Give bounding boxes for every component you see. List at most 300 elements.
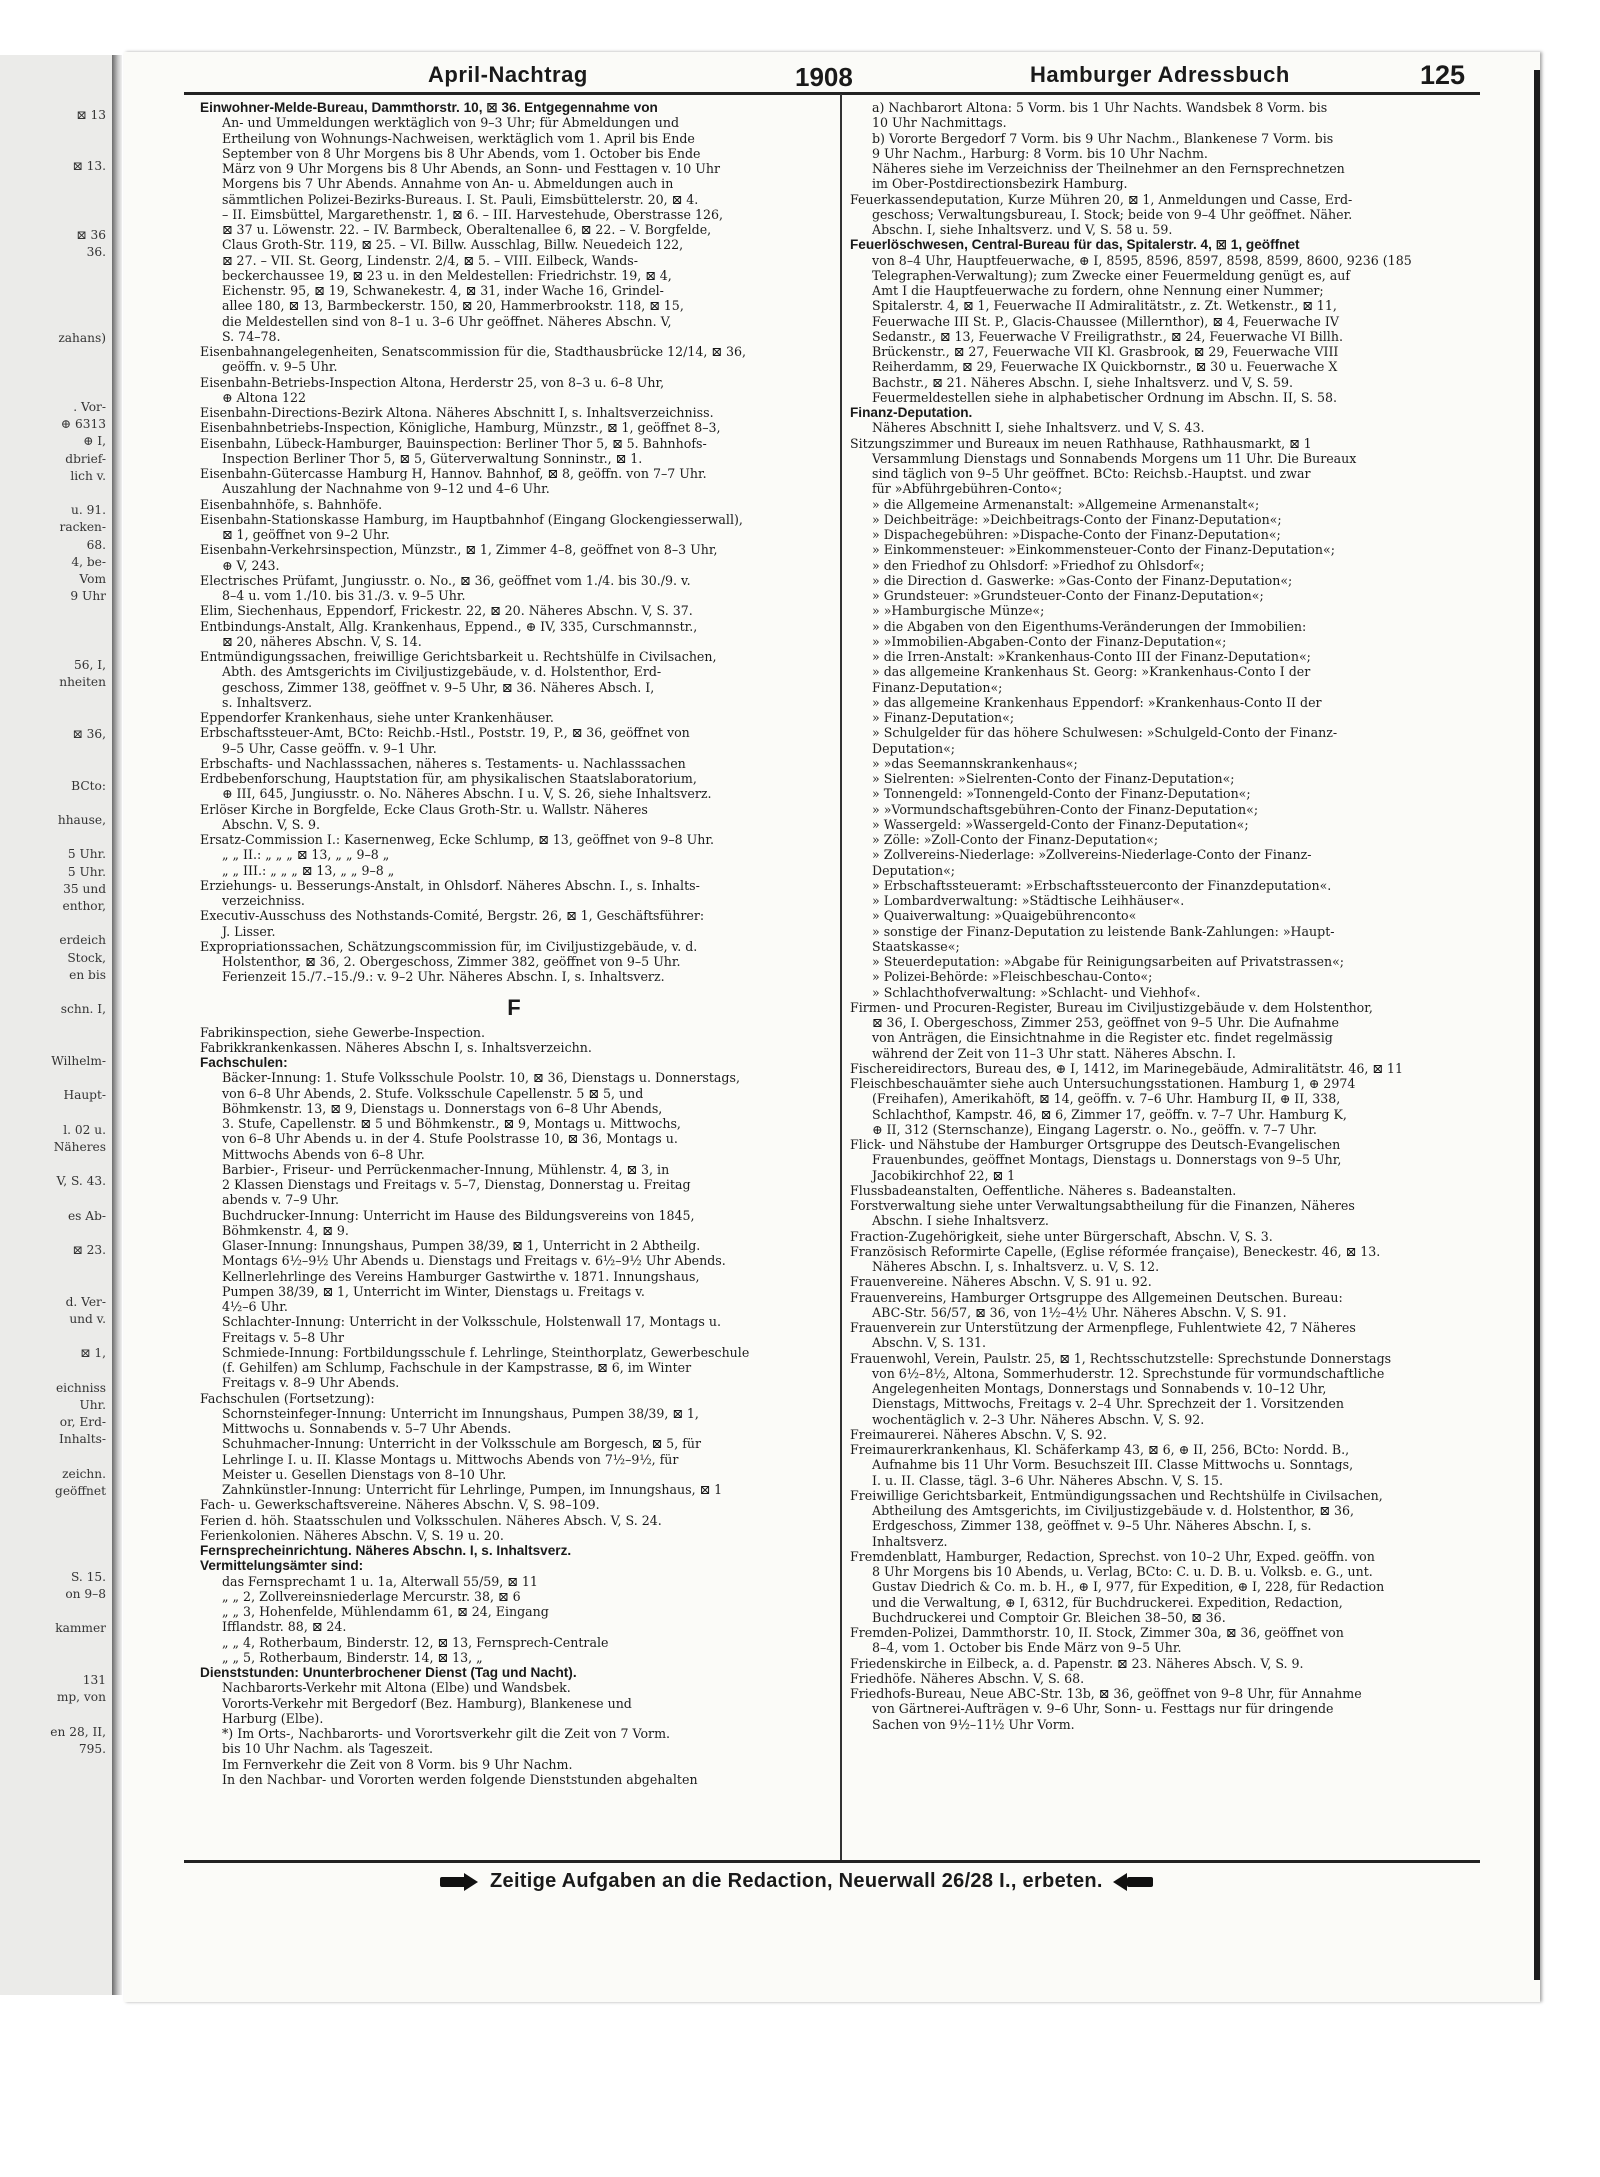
entry-line: Ifflandstr. 88, ⊠ 24. xyxy=(222,1619,347,1635)
footer-rule xyxy=(184,1860,1480,1863)
entry-line: Frauenvereins, Hamburger Ortsgruppe des Allgemeinen Deutschen. Bureau: xyxy=(850,1289,1343,1305)
entry-line: Feuerkassendeputation, Kurze Mühren 20, ⊠ 1, Anmeldungen und Casse, Erd- xyxy=(850,191,1353,207)
previous-page-gutter xyxy=(0,55,112,1995)
gutter-line: 131 xyxy=(82,1673,106,1688)
entry-line: » die Abgaben von den Eigenthums-Veränderungen der Immobilien: xyxy=(872,618,1307,634)
entry-line: Inhaltsverz. xyxy=(872,1533,948,1549)
gutter-line xyxy=(0,1104,112,1121)
entry-line: von 8–4 Uhr, Hauptfeuerwache, ⊕ I, 8595, 8596, 8597, 8598, 8599, 8600, 9236 (185 xyxy=(872,252,1412,268)
pointing-hand-icon xyxy=(440,1873,480,1891)
entry-line: Harburg (Elbe). xyxy=(222,1710,324,1726)
gutter-line: lich v. xyxy=(70,468,106,483)
entry-line: » »Immobilien-Abgaben-Conto der Finanz-Deputation«; xyxy=(872,633,1227,649)
entry-line: Frauenvereine. Näheres Abschn. V, S. 91 u. 92. xyxy=(850,1274,1152,1290)
gutter-line: ⊠ 36 xyxy=(76,228,106,243)
entry-line: ⊕ V, 243. xyxy=(222,557,280,573)
entry-line: Brückenstr., ⊠ 27, Feuerwache VII Kl. Grasbrook, ⊠ 29, Feuerwache VIII xyxy=(872,344,1339,359)
gutter-line xyxy=(0,261,112,278)
entry-line: Eisenbahn, Lübeck-Hamburger, Bauinspection: Berliner Thor 5, ⊠ 5. Bahnhofs- xyxy=(200,435,707,451)
entry-line: Näheres Abschnitt I, siehe Inhaltsverz. und V, S. 43. xyxy=(872,420,1205,436)
entry-line: „ „ 3, Hohenfelde, Mühlendamm 61, ⊠ 24, Eingang xyxy=(222,1604,549,1619)
entry-line: » das allgemeine Krankenhaus Eppendorf: »Krankenhaus-Conto II der xyxy=(872,694,1322,710)
entry-line: Ferienkolonien. Näheres Abschn. V, S. 19 u. 20. xyxy=(200,1527,504,1543)
entry-line: » das allgemeine Krankenhaus St. Georg: »Krankenhaus-Conto I der xyxy=(872,664,1311,680)
entry-line: » sonstige der Finanz-Deputation zu leistende Bank-Zahlungen: »Haupt- xyxy=(872,923,1335,939)
page-edge-shadow xyxy=(1534,70,1540,1980)
entry-line: Auszahlung der Nachnahme von 9–12 und 4–6 Uhr. xyxy=(222,481,550,497)
entry-line: Abschn. V, S. 9. xyxy=(222,816,320,832)
entry-line: Friedhofs-Bureau, Neue ABC-Str. 13b, ⊠ 36, geöffnet von 9–8 Uhr, für Annahme xyxy=(850,1686,1362,1701)
gutter-line: on 9–8 xyxy=(65,1587,106,1602)
gutter-line xyxy=(0,347,112,364)
entry-line: ⊠ 20, näheres Abschn. V, S. 14. xyxy=(222,633,422,649)
entry-line: Staatskasse«; xyxy=(872,938,960,954)
gutter-line: racken- xyxy=(59,520,106,535)
entry-line: » »Hamburgische Münze«; xyxy=(872,603,1045,619)
gutter-line: l. 02 u. xyxy=(63,1122,106,1137)
entry-line: die Meldestellen sind von 8–1 u. 3–6 Uhr geöffnet. Näheres Abschn. V, xyxy=(222,313,672,329)
gutter-line xyxy=(0,1070,112,1087)
entry-line: März von 9 Uhr Morgens bis 8 Uhr Abends, an Sonn- und Festtagen v. 10 Uhr xyxy=(222,161,721,176)
entry-line: Friedenskirche in Eilbeck, a. d. Papenstr. ⊠ 23. Näheres Absch. V, S. 9. xyxy=(850,1655,1304,1671)
gutter-line xyxy=(0,1018,112,1035)
entry-line: geöffn. v. 9–5 Uhr. xyxy=(222,359,338,375)
entry-line: Forstverwaltung siehe unter Verwaltungsabtheilung für die Finanzen, Näheres xyxy=(850,1198,1355,1213)
entry-line: Freitags v. 5–8 Uhr xyxy=(222,1329,345,1345)
gutter-line: Vom xyxy=(79,572,106,587)
entry-line: » Grundsteuer: »Grundsteuer-Conto der Finanz-Deputation«; xyxy=(872,588,1264,603)
gutter-line xyxy=(0,55,112,72)
entry-line: Schlachter-Innung: Unterricht in der Volksschule, Holstenwall 17, Montags u. xyxy=(222,1314,721,1330)
entry-line: Einwohner-Melde-Bureau, Dammthorstr. 10, ⊠ 36. Entgegennahme von xyxy=(200,100,658,115)
entry-line: Bäcker-Innung: 1. Stufe Volksschule Poolstr. 10, ⊠ 36, Dienstags u. Donnerstags, xyxy=(222,1070,740,1086)
gutter-line: en 28, II, xyxy=(50,1724,106,1739)
entry-line: „ „ III.: „ „ „ ⊠ 13, „ „ 9–8 „ xyxy=(222,862,395,878)
gutter-line: Uhr. xyxy=(79,1397,106,1412)
gutter-line xyxy=(0,365,112,382)
gutter-line: 56, I, xyxy=(74,658,106,673)
column-divider xyxy=(840,94,842,1860)
gutter-line: 36. xyxy=(86,245,106,260)
entry-line: ⊠ 27. – VII. St. Georg, Lindenstr. 2/4, ⊠ 5. – VIII. Eilbeck, Wands- xyxy=(222,252,638,268)
entry-line: » Einkommensteuer: »Einkommensteuer-Conto der Finanz-Deputation«; xyxy=(872,542,1335,558)
entry-line: Finanz-Deputation. xyxy=(850,405,973,420)
entry-line: ⊕ II, 312 (Sternschanze), Eingang Lagerstr. o. No., geöffn. v. 7–7 Uhr. xyxy=(872,1121,1317,1137)
gutter-line: es Ab- xyxy=(67,1208,106,1223)
entry-line: Kellnerlehrlinge des Vereins Hamburger Gastwirthe v. 1871. Innungshaus, xyxy=(222,1268,700,1284)
gutter-line: und v. xyxy=(69,1311,106,1326)
gutter-line: 5 Uhr. xyxy=(67,864,106,879)
entry-line: Abschn. I, siehe Inhaltsverz. und V, S. 58 u. 59. xyxy=(872,222,1173,237)
entry-line: » »Vormundschaftsgebühren-Conto der Finanz-Deputation«; xyxy=(872,801,1259,817)
entry-line: 10 Uhr Nachmittags. xyxy=(872,115,1007,131)
entry-line: Näheres Abschn. I, s. Inhaltsverz. u. V, S. 12. xyxy=(872,1259,1160,1274)
entry-line: Böhmkenstr. 13, ⊠ 9, Dienstags u. Donnerstags von 6–8 Uhr Abends, xyxy=(222,1100,663,1116)
entry-line: » Deichbeiträge: »Deichbeitrags-Conto der Finanz-Deputation«; xyxy=(872,511,1282,527)
entry-line: Mittwochs Abends von 6–8 Uhr. xyxy=(222,1146,425,1162)
entry-line: Schuhmacher-Innung: Unterricht in der Volksschule am Borgesch, ⊠ 5, für xyxy=(222,1436,701,1452)
entry-line: Sedanstr., ⊠ 13, Feuerwache V Freiligrathstr., ⊠ 24, Feuerwache VI Billh. xyxy=(872,328,1343,344)
entry-line: Eisenbahn-Betriebs-Inspection Altona, Herderstr 25, von 8–3 u. 6–8 Uhr, xyxy=(200,374,665,390)
entry-line: » Zollvereins-Niederlage: »Zollvereins-Niederlage-Conto der Finanz- xyxy=(872,847,1312,863)
gutter-line: V, S. 43. xyxy=(56,1174,106,1189)
gutter-line: BCto: xyxy=(71,778,106,793)
gutter-line xyxy=(0,1276,112,1293)
gutter-line: 9 Uhr xyxy=(70,589,106,604)
entry-line: Fabrikkrankenkassen. Näheres Abschn I, s. Inhaltsverzeichn. xyxy=(200,1039,592,1055)
pointing-hand-icon xyxy=(1113,1873,1153,1891)
gutter-line: ⊠ 13 xyxy=(76,107,106,122)
entry-line: „ „ II.: „ „ „ ⊠ 13, „ „ 9–8 „ xyxy=(222,847,390,863)
entry-line: Pumpen 38/39, ⊠ 1, Unterricht im Winter, Dienstags u. Freitags v. xyxy=(222,1283,645,1299)
page-header xyxy=(300,54,1466,94)
footer-text: Zeitige Aufgaben an die Redaction, Neuerwall 26/28 I., erbeten. xyxy=(490,1870,1103,1892)
header-section: April-Nachtrag xyxy=(428,62,588,87)
entry-line: 8 Uhr Morgens bis 10 Abends, u. Verlag, BCto: C. u. D. B. u. Volksb. e. G., unt. xyxy=(872,1564,1373,1579)
gutter-line: ⊠ 1, xyxy=(80,1346,106,1361)
entry-line: Fleischbeschauämter siehe auch Untersuchungsstationen. Hamburg 1, ⊕ 2974 xyxy=(850,1076,1356,1091)
entry-line: Schlachthof, Kampstr. 46, ⊠ 6, Zimmer 17, geöffn. v. 7–7 Uhr. Hamburg K, xyxy=(872,1106,1347,1122)
gutter-line: 68. xyxy=(86,537,106,552)
entry-line: – II. Eimsbüttel, Margarethenstr. 1, ⊠ 6. – III. Harvestehude, Oberstrasse 126, xyxy=(222,206,723,222)
gutter-line: ⊠ 13. xyxy=(72,159,106,174)
header-rule xyxy=(184,92,1480,95)
gutter-line: Stock, xyxy=(67,950,106,965)
entry-line: beckerchaussee 19, ⊠ 23 u. in den Meldestellen: Friedrichstr. 19, ⊠ 4, xyxy=(222,267,672,283)
entry-line: ABC-Str. 56/57, ⊠ 36, von 1½–4½ Uhr. Näheres Abschn. V, S. 91. xyxy=(872,1304,1287,1320)
entry-line: 2 Klassen Dienstags und Freitags v. 5–7, Dienstag, Donnerstag u. Freitag xyxy=(222,1177,691,1192)
gutter-line: u. 91. xyxy=(71,503,106,518)
entry-line: Abschn. V, S. 131. xyxy=(872,1335,987,1351)
entry-line: Versammlung Dienstags und Sonnabends Morgens um 11 Uhr. Die Bureaux xyxy=(872,450,1357,466)
entry-line: Meister u. Gesellen Dienstags von 8–10 Uhr. xyxy=(222,1466,507,1482)
gutter-line: Wilhelm- xyxy=(51,1053,106,1068)
entry-line: S. 74–78. xyxy=(222,328,281,344)
entry-line: Freimaurerkrankenhaus, Kl. Schäferkamp 43, ⊠ 6, ⊕ II, 256, BCto: Nordd. B., xyxy=(850,1442,1350,1457)
entry-line: » Wassergeld: »Wassergeld-Conto der Finanz-Deputation«; xyxy=(872,816,1249,832)
entry-line: Dienstags, Mittwochs, Freitags v. 2–4 Uhr. Sprechzeit der 1. Vorsitzenden xyxy=(872,1396,1344,1412)
gutter-line xyxy=(0,743,112,760)
gutter-line xyxy=(0,1036,112,1053)
entry-line: Fremden-Polizei, Dammthorstr. 10, II. Stock, Zimmer 30a, ⊠ 36, geöffnet von xyxy=(850,1625,1344,1640)
entry-line: J. Lisser. xyxy=(222,923,276,939)
entry-line: Vororts-Verkehr mit Bergedorf (Bez. Hamburg), Blankenese und xyxy=(222,1695,632,1711)
entry-line: Zahnkünstler-Innung: Unterricht für Lehrlinge, Pumpen, im Innungshaus, ⊠ 1 xyxy=(222,1482,723,1497)
entry-line: während der Zeit von 11–3 Uhr statt. Näheres Abschn. I. xyxy=(872,1045,1236,1061)
entry-line: Feuermeldestellen siehe in alphabetischer Ordnung im Abschn. II, S. 58. xyxy=(872,389,1338,405)
gutter-line xyxy=(0,1638,112,1655)
gutter-line: nheiten xyxy=(59,675,106,690)
gutter-line xyxy=(0,623,112,640)
entry-line: Frauenverein zur Unterstützung der Armenpflege, Fuhlentwiete 42, 7 Näheres xyxy=(850,1320,1356,1335)
entry-line: ⊕ Altona 122 xyxy=(222,389,306,405)
entry-line: „ „ 4, Rotherbaum, Binderstr. 12, ⊠ 13, Fernsprech-Centrale xyxy=(222,1634,609,1650)
entry-line: 3. Stufe, Capellenstr. ⊠ 5 und Böhmkenstr., ⊠ 9, Montags u. Mittwochs, xyxy=(222,1116,681,1131)
gutter-line xyxy=(0,1655,112,1672)
entry-line: Amt I die Hauptfeuerwache zu fordern, ohne Nennung einer Nummer; xyxy=(872,283,1324,298)
entry-line: » Schlachthofverwaltung: »Schlacht- und Viehhof«. xyxy=(872,984,1201,1000)
entry-line: Deputation«; xyxy=(872,862,956,878)
entry-line: Ersatz-Commission I.: Kasernenweg, Ecke Schlump, ⊠ 13, geöffnet von 9–8 Uhr. xyxy=(200,832,715,847)
entry-line: » die Direction d. Gaswerke: »Gas-Conto der Finanz-Deputation«; xyxy=(872,572,1293,588)
gutter-line xyxy=(0,89,112,106)
entry-line: 4½–6 Uhr. xyxy=(222,1299,288,1314)
entry-line: Angelegenheiten Montags, Donnerstags und Sonnabends v. 10–12 Uhr, xyxy=(872,1381,1327,1396)
gutter-line xyxy=(0,141,112,158)
entry-line: Jacobikirchhof 22, ⊠ 1 xyxy=(872,1167,1016,1183)
gutter-line xyxy=(0,1500,112,1517)
entry-line: (Freihafen), Amerikahöft, ⊠ 14, geöffn. v. 7–6 Uhr. Hamburg II, ⊕ II, 338, xyxy=(872,1091,1341,1107)
entry-line: Friedhöfe. Näheres Abschn. V, S. 68. xyxy=(850,1670,1085,1686)
entry-line: Näheres siehe im Verzeichniss der Theilnehmer an den Fernsprechnetzen xyxy=(872,161,1345,176)
header-year: 1908 xyxy=(795,62,853,92)
gutter-line xyxy=(0,1328,112,1345)
entry-line: Telegraphen-Verwaltung); zum Zwecke einer Feuermeldung genügt es, auf xyxy=(872,267,1351,283)
entry-line: von 6–8 Uhr Abends u. in der 4. Stufe Poolstrasse 10, ⊠ 36, Montags u. xyxy=(222,1131,678,1147)
gutter-line xyxy=(0,1552,112,1569)
entry-line: Sachen von 9½–11½ Uhr Vorm. xyxy=(872,1716,1075,1732)
gutter-line: zeichn. xyxy=(62,1466,106,1481)
gutter-line xyxy=(0,692,112,709)
gutter-line: zahans) xyxy=(58,331,106,346)
entry-line: » Zölle: »Zoll-Conto der Finanz-Deputation«; xyxy=(872,832,1159,847)
entry-line: für »Abführgebühren-Conto«; xyxy=(872,481,1063,497)
entry-line: Elim, Siechenhaus, Eppendorf, Frickestr. 22, ⊠ 20. Näheres Abschn. V, S. 37. xyxy=(200,603,693,619)
entry-line: ⊠ 36, I. Obergeschoss, Zimmer 253, geöffnet von 9–5 Uhr. Die Aufnahme xyxy=(872,1015,1340,1030)
gutter-line: Inhalts- xyxy=(59,1432,106,1447)
entry-line: In den Nachbar- und Vororten werden folgende Dienststunden abgehalten xyxy=(222,1771,698,1787)
entry-line: Ertheilung von Wohnungs-Nachweisen, werktäglich vom 1. April bis Ende xyxy=(222,130,695,146)
gutter-line xyxy=(0,124,112,141)
entry-line: Expropriationssachen, Schätzungscommission für, im Civiljustizgebäude, v. d. xyxy=(200,938,698,954)
entry-line: von Gärtnerei-Aufträgen v. 9–6 Uhr, Sonn- u. Festtags nur für dringende xyxy=(872,1701,1334,1717)
header-title: Hamburger Adressbuch xyxy=(1030,62,1290,87)
gutter-line: ⊕ I, xyxy=(83,434,106,449)
gutter-line xyxy=(0,1156,112,1173)
entry-line: Claus Groth-Str. 119, ⊠ 25. – VI. Billw. Ausschlag, Billw. Neuedeich 122, xyxy=(222,237,684,253)
entry-line: Finanz-Deputation«; xyxy=(872,679,1003,695)
entry-line: » den Friedhof zu Ohlsdorf: »Friedhof zu Ohlsdorf«; xyxy=(872,557,1205,573)
section-letter: F xyxy=(507,994,521,1020)
entry-line: Deputation«; xyxy=(872,740,956,756)
entry-line: Freiwillige Gerichtsbarkeit, Entmündigungssachen und Rechtshülfe in Civilsachen, xyxy=(850,1487,1383,1503)
entry-line: verzeichniss. xyxy=(222,893,305,908)
entry-line: b) Vororte Bergedorf 7 Vorm. bis 9 Uhr Nachm., Blankenese 7 Vorm. bis xyxy=(872,130,1334,146)
entry-line: Fremdenblatt, Hamburger, Redaction, Sprechst. von 10–2 Uhr, Exped. geöffn. von xyxy=(850,1548,1375,1564)
entry-line: » Sielrenten: »Sielrenten-Conto der Finanz-Deputation«; xyxy=(872,771,1235,786)
entry-line: » Dispachegebühren: »Dispache-Conto der Finanz-Deputation«; xyxy=(872,527,1281,542)
gutter-line: schn. I, xyxy=(60,1002,106,1017)
entry-line: Fachschulen (Fortsetzung): xyxy=(200,1390,375,1406)
entry-line: Bachstr., ⊠ 21. Näheres Abschn. I, siehe Inhaltsverz. und V, S. 59. xyxy=(872,374,1293,390)
gutter-line: hhause, xyxy=(57,812,106,827)
entry-line: 8–4 u. vom 1./10. bis 31./3. v. 9–5 Uhr. xyxy=(222,588,466,603)
entry-line: Eisenbahnhöfe, s. Bahnhöfe. xyxy=(200,496,383,512)
entry-line: Abth. des Amtsgerichts im Civiljustizgebäude, v. d. Holstenthor, Erd- xyxy=(222,664,662,680)
page-number: 125 xyxy=(1420,60,1466,90)
gutter-line xyxy=(0,760,112,777)
entry-line: Schornsteinfeger-Innung: Unterricht im Innungshaus, Pumpen 38/39, ⊠ 1, xyxy=(222,1405,699,1421)
gutter-line: . Vor- xyxy=(73,400,106,415)
entry-line: Flussbadeanstalten, Oeffentliche. Näheres s. Badeanstalten. xyxy=(850,1182,1237,1198)
gutter-line xyxy=(0,382,112,399)
entry-line: sämmtlichen Polizei-Bezirks-Bureaus. I. St. Pauli, Eimsbüttelerstr. 20, ⊠ 4. xyxy=(222,191,699,207)
gutter-line: enthor, xyxy=(62,898,106,913)
entry-line: I. u. II. Classe, tägl. 3–6 Uhr. Näheres Abschn. V, S. 15. xyxy=(872,1472,1224,1488)
entry-line: Spitalerstr. 4, ⊠ 1, Feuerwache II Admiralitätstr., z. Zt. Wetkenstr., ⊠ 11, xyxy=(872,298,1337,314)
gutter-line: kammer xyxy=(55,1621,106,1636)
entry-line: Erlöser Kirche in Borgfelde, Ecke Claus Groth-Str. u. Wallstr. Näheres xyxy=(200,801,648,817)
entry-line: Eppendorfer Krankenhaus, siehe unter Krankenhäuser. xyxy=(200,710,554,725)
entry-line: » Polizei-Behörde: »Fleischbeschau-Conto«; xyxy=(872,969,1153,985)
entry-line: Entmündigungssachen, freiwillige Gerichtsbarkeit u. Rechtshülfe in Civilsachen, xyxy=(200,649,717,664)
entry-line: Fischereidirectors, Bureau des, ⊕ I, 1412, im Marinegebäude, Admiralitätstr. 46, ⊠ 11 xyxy=(850,1060,1403,1076)
entry-line: Erdbebenforschung, Hauptstation für, am physikalischen Staatslaboratorium, xyxy=(200,771,697,786)
entry-line: Montags 6½–9½ Uhr Abends u. Dienstags und Freitags v. 6½–9½ Uhr Abends. xyxy=(222,1253,726,1269)
entry-line: Buchdrucker-Innung: Unterricht im Hause des Bildungsvereins von 1845, xyxy=(222,1207,695,1223)
entry-line: Erziehungs- u. Besserungs-Anstalt, in Ohlsdorf. Näheres Abschn. I., s. Inhalts- xyxy=(200,877,700,893)
entry-line: ⊕ III, 645, Jungiusstr. o. No. Näheres Abschn. I u. V, S. 26, siehe Inhaltsverz. xyxy=(222,786,712,802)
entry-line: das Fernsprechamt 1 u. 1a, Alterwall 55/59, ⊠ 11 xyxy=(222,1573,538,1589)
gutter-line xyxy=(0,1707,112,1724)
gutter-line: 5 Uhr. xyxy=(67,847,106,862)
gutter-line: erdeich xyxy=(59,933,106,948)
entry-line: Eisenbahn-Gütercasse Hamburg H, Hannov. Bahnhof, ⊠ 8, geöffn. von 7–7 Uhr. xyxy=(200,466,707,481)
entry-line: Entbindungs-Anstalt, Allg. Krankenhaus, Eppend., ⊕ IV, 335, Curschmannstr., xyxy=(200,618,698,634)
gutter-line: geöffnet xyxy=(55,1483,106,1498)
gutter-line: en bis xyxy=(69,967,106,982)
entry-line: 9 Uhr Nachm., Harburg: 8 Vorm. bis 10 Uhr Nachm. xyxy=(872,145,1208,161)
gutter-line xyxy=(0,709,112,726)
entry-line: » die Allgemeine Armenanstalt: »Allgemeine Armenanstalt«; xyxy=(872,496,1260,512)
gutter-line xyxy=(0,1190,112,1207)
gutter-line: 4, be- xyxy=(71,554,106,569)
entry-line: Morgens bis 7 Uhr Abends. Annahme von An- u. Abmeldungen auch in xyxy=(222,176,674,192)
left-column xyxy=(200,100,828,1860)
entry-line: » Erbschaftssteueramt: »Erbschaftssteuerconto der Finanzdeputation«. xyxy=(872,877,1332,893)
entry-line: Vermittelungsämter sind: xyxy=(200,1558,364,1574)
entry-line: Mittwochs u. Sonnabends v. 5–7 Uhr Abends. xyxy=(222,1421,512,1436)
entry-line: September von 8 Uhr Morgens bis 8 Uhr Abends, vom 1. October bis Ende xyxy=(222,145,701,161)
entry-line: Executiv-Ausschuss des Nothstands-Comité, Bergstr. 26, ⊠ 1, Geschäftsführer: xyxy=(200,908,705,924)
gutter-line xyxy=(0,640,112,657)
gutter-line: d. Ver- xyxy=(65,1294,106,1309)
gutter-line xyxy=(0,1534,112,1551)
entry-line: ⊠ 37 u. Löwenstr. 22. – IV. Barmbeck, Oberaltenallee 6, ⊠ 22. – V. Borgfelde, xyxy=(222,222,712,237)
gutter-line: ⊕ 6313 xyxy=(60,417,106,432)
entry-line: Französisch Reformirte Capelle, (Eglise réformée française), Beneckestr. 46, ⊠ 13. xyxy=(850,1243,1381,1259)
entry-line: Feuerwache III St. P., Glacis-Chaussee (Millernthor), ⊠ 4, Feuerwache IV xyxy=(872,313,1339,329)
gutter-line xyxy=(0,193,112,210)
entry-line: Böhmkenstr. 4, ⊠ 9. xyxy=(222,1222,349,1238)
entry-line: Gustav Diedrich & Co. m. b. H., ⊕ I, 977, für Expedition, ⊕ I, 228, für Redaction xyxy=(872,1579,1385,1595)
entry-line: „ „ 5, Rotherbaum, Binderstr. 14, ⊠ 13, „ xyxy=(222,1649,483,1665)
entry-line: von 6½–8½, Altona, Sommerhuderstr. 12. Sprechstunde für vormundschaftliche xyxy=(872,1365,1385,1381)
entry-line: Aufnahme bis 11 Uhr Vorm. Besuchszeit III. Classe Mittwochs u. Sonntags, xyxy=(872,1457,1354,1473)
entry-line: Sitzungszimmer und Bureaux im neuen Rathhause, Rathhausmarkt, ⊠ 1 xyxy=(850,435,1312,451)
gutter-line xyxy=(0,829,112,846)
entry-line: Freitags v. 8–9 Uhr Abends. xyxy=(222,1375,400,1391)
entry-line: „ „ 2, Zollvereinsniederlage Mercurstr. 38, ⊠ 6 xyxy=(222,1588,521,1604)
entry-line: 8–4, vom 1. October bis Ende März von 9–5 Uhr. xyxy=(872,1640,1182,1656)
entry-line: Nachbarorts-Verkehr mit Altona (Elbe) und Wandsbek. xyxy=(222,1680,571,1696)
entry-line: Eisenbahnbetriebs-Inspection, Königliche, Hamburg, Münzstr., ⊠ 1, geöffnet 8–3, xyxy=(200,420,721,436)
entry-line: » Tonnengeld: »Tonnengeld-Conto der Finanz-Deputation«; xyxy=(872,786,1251,802)
right-column xyxy=(850,100,1480,1860)
entry-line: » Finanz-Deputation«; xyxy=(872,710,1015,725)
gutter-line: or, Erd- xyxy=(59,1415,106,1430)
gutter-line: S. 15. xyxy=(70,1569,106,1584)
entry-line: wochentäglich v. 2–3 Uhr. Näheres Abschn. V, S. 92. xyxy=(872,1411,1205,1427)
entry-line: » »das Seemannskrankenhaus«; xyxy=(872,755,1078,771)
entry-line: Eichenstr. 95, ⊠ 19, Schwanekestr. 4, ⊠ 31, inder Wache 16, Grindel- xyxy=(222,283,664,298)
gutter-line: 35 und xyxy=(63,881,106,896)
entry-line: Frauenbundes, geöffnet Montags, Dienstags u. Donnerstags von 9–5 Uhr, xyxy=(872,1152,1342,1168)
entry-line: Fach- u. Gewerkschaftsvereine. Näheres Abschn. V, S. 98–109. xyxy=(200,1497,600,1513)
gutter-line xyxy=(0,1259,112,1276)
entry-line: bis 10 Uhr Nachm. als Tageszeit. xyxy=(222,1741,434,1757)
footer-notice xyxy=(440,1870,1340,1893)
entry-line: Buchdruckerei und Comptoir Gr. Bleichen 38–50, ⊠ 36. xyxy=(872,1609,1226,1625)
gutter-line: ⊠ 36, xyxy=(72,726,106,741)
entry-line: Lehrlinge I. u. II. Klasse Montags u. Mittwochs Abends von 7½–9½, für xyxy=(222,1451,679,1467)
entry-line: Erbschafts- und Nachlasssachen, näheres s. Testaments- u. Nachlasssachen xyxy=(200,755,686,771)
gutter-line xyxy=(0,984,112,1001)
gutter-line xyxy=(0,1225,112,1242)
entry-line: Eisenbahn-Directions-Bezirk Altona. Näheres Abschnitt I, s. Inhaltsverzeichniss. xyxy=(200,405,714,420)
gutter-line xyxy=(0,795,112,812)
entry-line: im Ober-Postdirectionsbezirk Hamburg. xyxy=(872,176,1128,192)
entry-line: » Lombardverwaltung: »Städtische Leihhäuser«. xyxy=(872,893,1185,908)
entry-line: Fachschulen: xyxy=(200,1055,288,1070)
entry-line: Electrisches Prüfamt, Jungiusstr. o. No., ⊠ 36, geöffnet vom 1./4. bis 30./9. v. xyxy=(200,572,691,588)
entry-line: Dienststunden: Ununterbrochener Dienst (Tag und Nacht). xyxy=(200,1665,577,1680)
entry-line: Freimaurerei. Näheres Abschn. V, S. 92. xyxy=(850,1426,1107,1442)
entry-line: Barbier-, Friseur- und Perrückenmacher-Innung, Mühlenstr. 4, ⊠ 3, in xyxy=(222,1161,670,1177)
entry-line: sind täglich von 9–5 Uhr geöffnet. BCto: Reichsb.-Hauptst. und zwar xyxy=(872,466,1311,481)
entry-line: von 6–8 Uhr Abends, 2. Stufe. Volksschule Capellenstr. 5 ⊠ 5, und xyxy=(222,1085,644,1101)
gutter-line: 795. xyxy=(78,1741,106,1756)
entry-line: » Schulgelder für das höhere Schulwesen: »Schulgeld-Conto der Finanz- xyxy=(872,725,1338,741)
entry-line: Erbschaftssteuer-Amt, BCto: Reichb.-Hstl., Poststr. 19, P., ⊠ 36, geöffnet von xyxy=(200,725,690,741)
gutter-line xyxy=(0,210,112,227)
entry-line: Glaser-Innung: Innungshaus, Pumpen 38/39, ⊠ 1, Unterricht in 2 Abtheilg. xyxy=(222,1238,701,1253)
entry-line: Ferien d. höh. Staatsschulen und Volksschulen. Näheres Absch. V, S. 24. xyxy=(200,1512,662,1528)
gutter-line xyxy=(0,72,112,89)
entry-line: Holstenthor, ⊠ 36, 2. Obergeschoss, Zimmer 382, geöffnet von 9–5 Uhr. xyxy=(222,954,681,969)
entry-line: ⊠ 1, geöffnet von 9–2 Uhr. xyxy=(222,527,390,542)
gutter-line xyxy=(0,1603,112,1620)
gutter-line xyxy=(0,1448,112,1465)
entry-line: Erdgeschoss, Zimmer 138, geöffnet v. 9–5 Uhr. Näheres Abschn. I, s. xyxy=(872,1518,1312,1534)
gutter-line xyxy=(0,606,112,623)
gutter-line: eichniss xyxy=(55,1380,106,1395)
gutter-line xyxy=(0,915,112,932)
entry-line: Fraction-Zugehörigkeit, siehe unter Bürgerschaft, Abschn. V, S. 3. xyxy=(850,1228,1273,1244)
entry-line: und die Verwaltung, ⊕ I, 6312, für Buchdruckerei. Expedition, Redaction, xyxy=(872,1594,1343,1610)
gutter-line: Näheres xyxy=(53,1139,106,1154)
entry-line: Ferienzeit 15./7.–15./9.: v. 9–2 Uhr. Näheres Abschn. I, s. Inhaltsverz. xyxy=(222,969,665,985)
entry-line: geschoss; Verwaltungsbureau, I. Stock; beide von 9–4 Uhr geöffnet. Näher. xyxy=(872,206,1353,222)
entry-line: » Steuerdeputation: »Abgabe für Reinigungsarbeiten auf Privatstrassen«; xyxy=(872,954,1345,969)
gutter-line xyxy=(0,279,112,296)
entry-line: s. Inhaltsverz. xyxy=(222,694,312,710)
gutter-line: ⊠ 23. xyxy=(72,1243,106,1258)
entry-line: Abschn. I siehe Inhaltsverz. xyxy=(872,1213,1049,1229)
entry-line: Schmiede-Innung: Fortbildungsschule f. Lehrlinge, Steinthorplatz, Gewerbeschule xyxy=(222,1344,750,1360)
entry-line: allee 180, ⊠ 13, Barmbeckerstr. 150, ⊠ 20, Hammerbrookstr. 118, ⊠ 15, xyxy=(222,298,684,314)
gutter-line xyxy=(0,485,112,502)
